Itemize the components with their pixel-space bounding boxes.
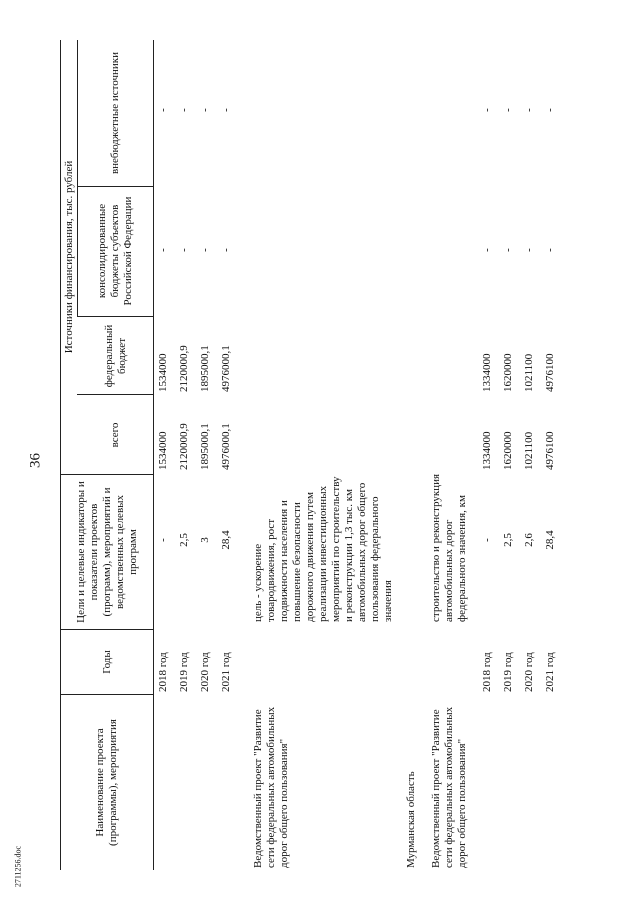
section-1-goal: цель - ускорение товародвижения, рост подвижности населения и повышение безопасности дорожного движения путем реализации инвестиционных мероприятий по строительству и реконструкции 1,3 тыс. км автомобильных дорог общего пользования федерального значения [252, 476, 394, 622]
row-total: 1895000,1 [199, 423, 211, 470]
row-federal: 1534000 [157, 353, 169, 392]
row-federal: 4976000,1 [220, 345, 232, 392]
col-divider-5 [77, 316, 153, 317]
section-2-goal: строительство и реконструкция автомобильных дорог федерального значения, км [430, 473, 468, 622]
col-divider-3 [60, 474, 153, 475]
row-year: 2019 год [502, 652, 514, 692]
row-indicator: 2,5 [178, 533, 190, 547]
col-divider-4 [77, 394, 153, 395]
row-indicator: 2,6 [523, 533, 535, 547]
financing-table [60, 40, 625, 870]
row-indicator: 3 [199, 537, 211, 543]
row-year: 2018 год [481, 652, 493, 692]
section-1-name: Ведомственный проект "Развитие сети федеральных автомобильных дорог общего пользования" [252, 706, 290, 868]
document-reference: 2711256.doc [13, 845, 23, 888]
row-federal: 1021100 [523, 353, 535, 392]
table-row [178, 40, 198, 870]
row-extra: - [523, 108, 535, 112]
row-regional: - [157, 248, 169, 252]
header-total: всего [109, 422, 121, 448]
row-indicator: 28,4 [220, 530, 232, 550]
row-total: 2120000,9 [178, 423, 190, 470]
row-regional: - [481, 248, 493, 252]
row-regional: - [199, 248, 211, 252]
row-indicator: - [481, 538, 493, 542]
row-extra: - [178, 108, 190, 112]
row-year: 2020 год [199, 652, 211, 692]
section-2-name: Ведомственный проект "Развитие сети федеральных автомобильных дорог общего пользования" [430, 706, 468, 868]
row-federal: 2120000,9 [178, 345, 190, 392]
table-row [502, 40, 522, 870]
row-federal: 1895000,1 [199, 345, 211, 392]
row-regional: - [220, 248, 232, 252]
row-regional: - [523, 248, 535, 252]
table-row [157, 40, 177, 870]
table-row [220, 40, 240, 870]
table-row [481, 40, 501, 870]
row-year: 2021 год [220, 652, 232, 692]
header-sources: Источники финансирования, тыс. рублей [62, 160, 75, 354]
row-indicator: 28,4 [544, 530, 556, 550]
row-total: 1021100 [523, 431, 535, 470]
header-extra: внебюджетные источники [109, 51, 121, 175]
row-total: 4976000,1 [220, 423, 232, 470]
table-row [544, 40, 564, 870]
row-federal: 4976100 [544, 353, 556, 392]
row-indicator: - [157, 538, 169, 542]
row-year: 2019 год [178, 652, 190, 692]
header-regional: консолидированные бюджеты субъектов Российской Федерации [96, 196, 134, 306]
table-row [523, 40, 543, 870]
row-regional: - [178, 248, 190, 252]
row-total: 4976100 [544, 431, 556, 470]
row-year: 2020 год [523, 652, 535, 692]
row-indicator: 2,5 [502, 533, 514, 547]
header-goals: Цели и целевые индикаторы и показатели проектов (программ), мероприятий и ведомственных целевых программ [74, 481, 139, 623]
row-extra: - [481, 108, 493, 112]
row-federal: 1334000 [481, 353, 493, 392]
row-extra: - [157, 108, 169, 112]
row-year: 2021 год [544, 652, 556, 692]
row-extra: - [544, 108, 556, 112]
row-extra: - [502, 108, 514, 112]
row-regional: - [544, 248, 556, 252]
row-year: 2018 год [157, 652, 169, 692]
row-regional: - [502, 248, 514, 252]
page-number: 36 [27, 453, 44, 468]
row-extra: - [220, 108, 232, 112]
col-divider-1 [60, 694, 153, 695]
row-total: 1534000 [157, 431, 169, 470]
row-total: 1334000 [481, 431, 493, 470]
header-bottom-border [153, 40, 154, 870]
header-years: Годы [100, 650, 113, 674]
row-total: 1620000 [502, 431, 514, 470]
row-federal: 1620000 [502, 353, 514, 392]
section-2-title: Мурманская область [405, 771, 417, 868]
table-row [199, 40, 219, 870]
row-extra: - [199, 108, 211, 112]
header-federal: федеральный бюджет [102, 324, 128, 388]
col-divider-2 [60, 629, 153, 630]
header-name: Наименование проекта (программы), мероприятия [94, 719, 119, 846]
col-divider-6 [77, 186, 153, 187]
